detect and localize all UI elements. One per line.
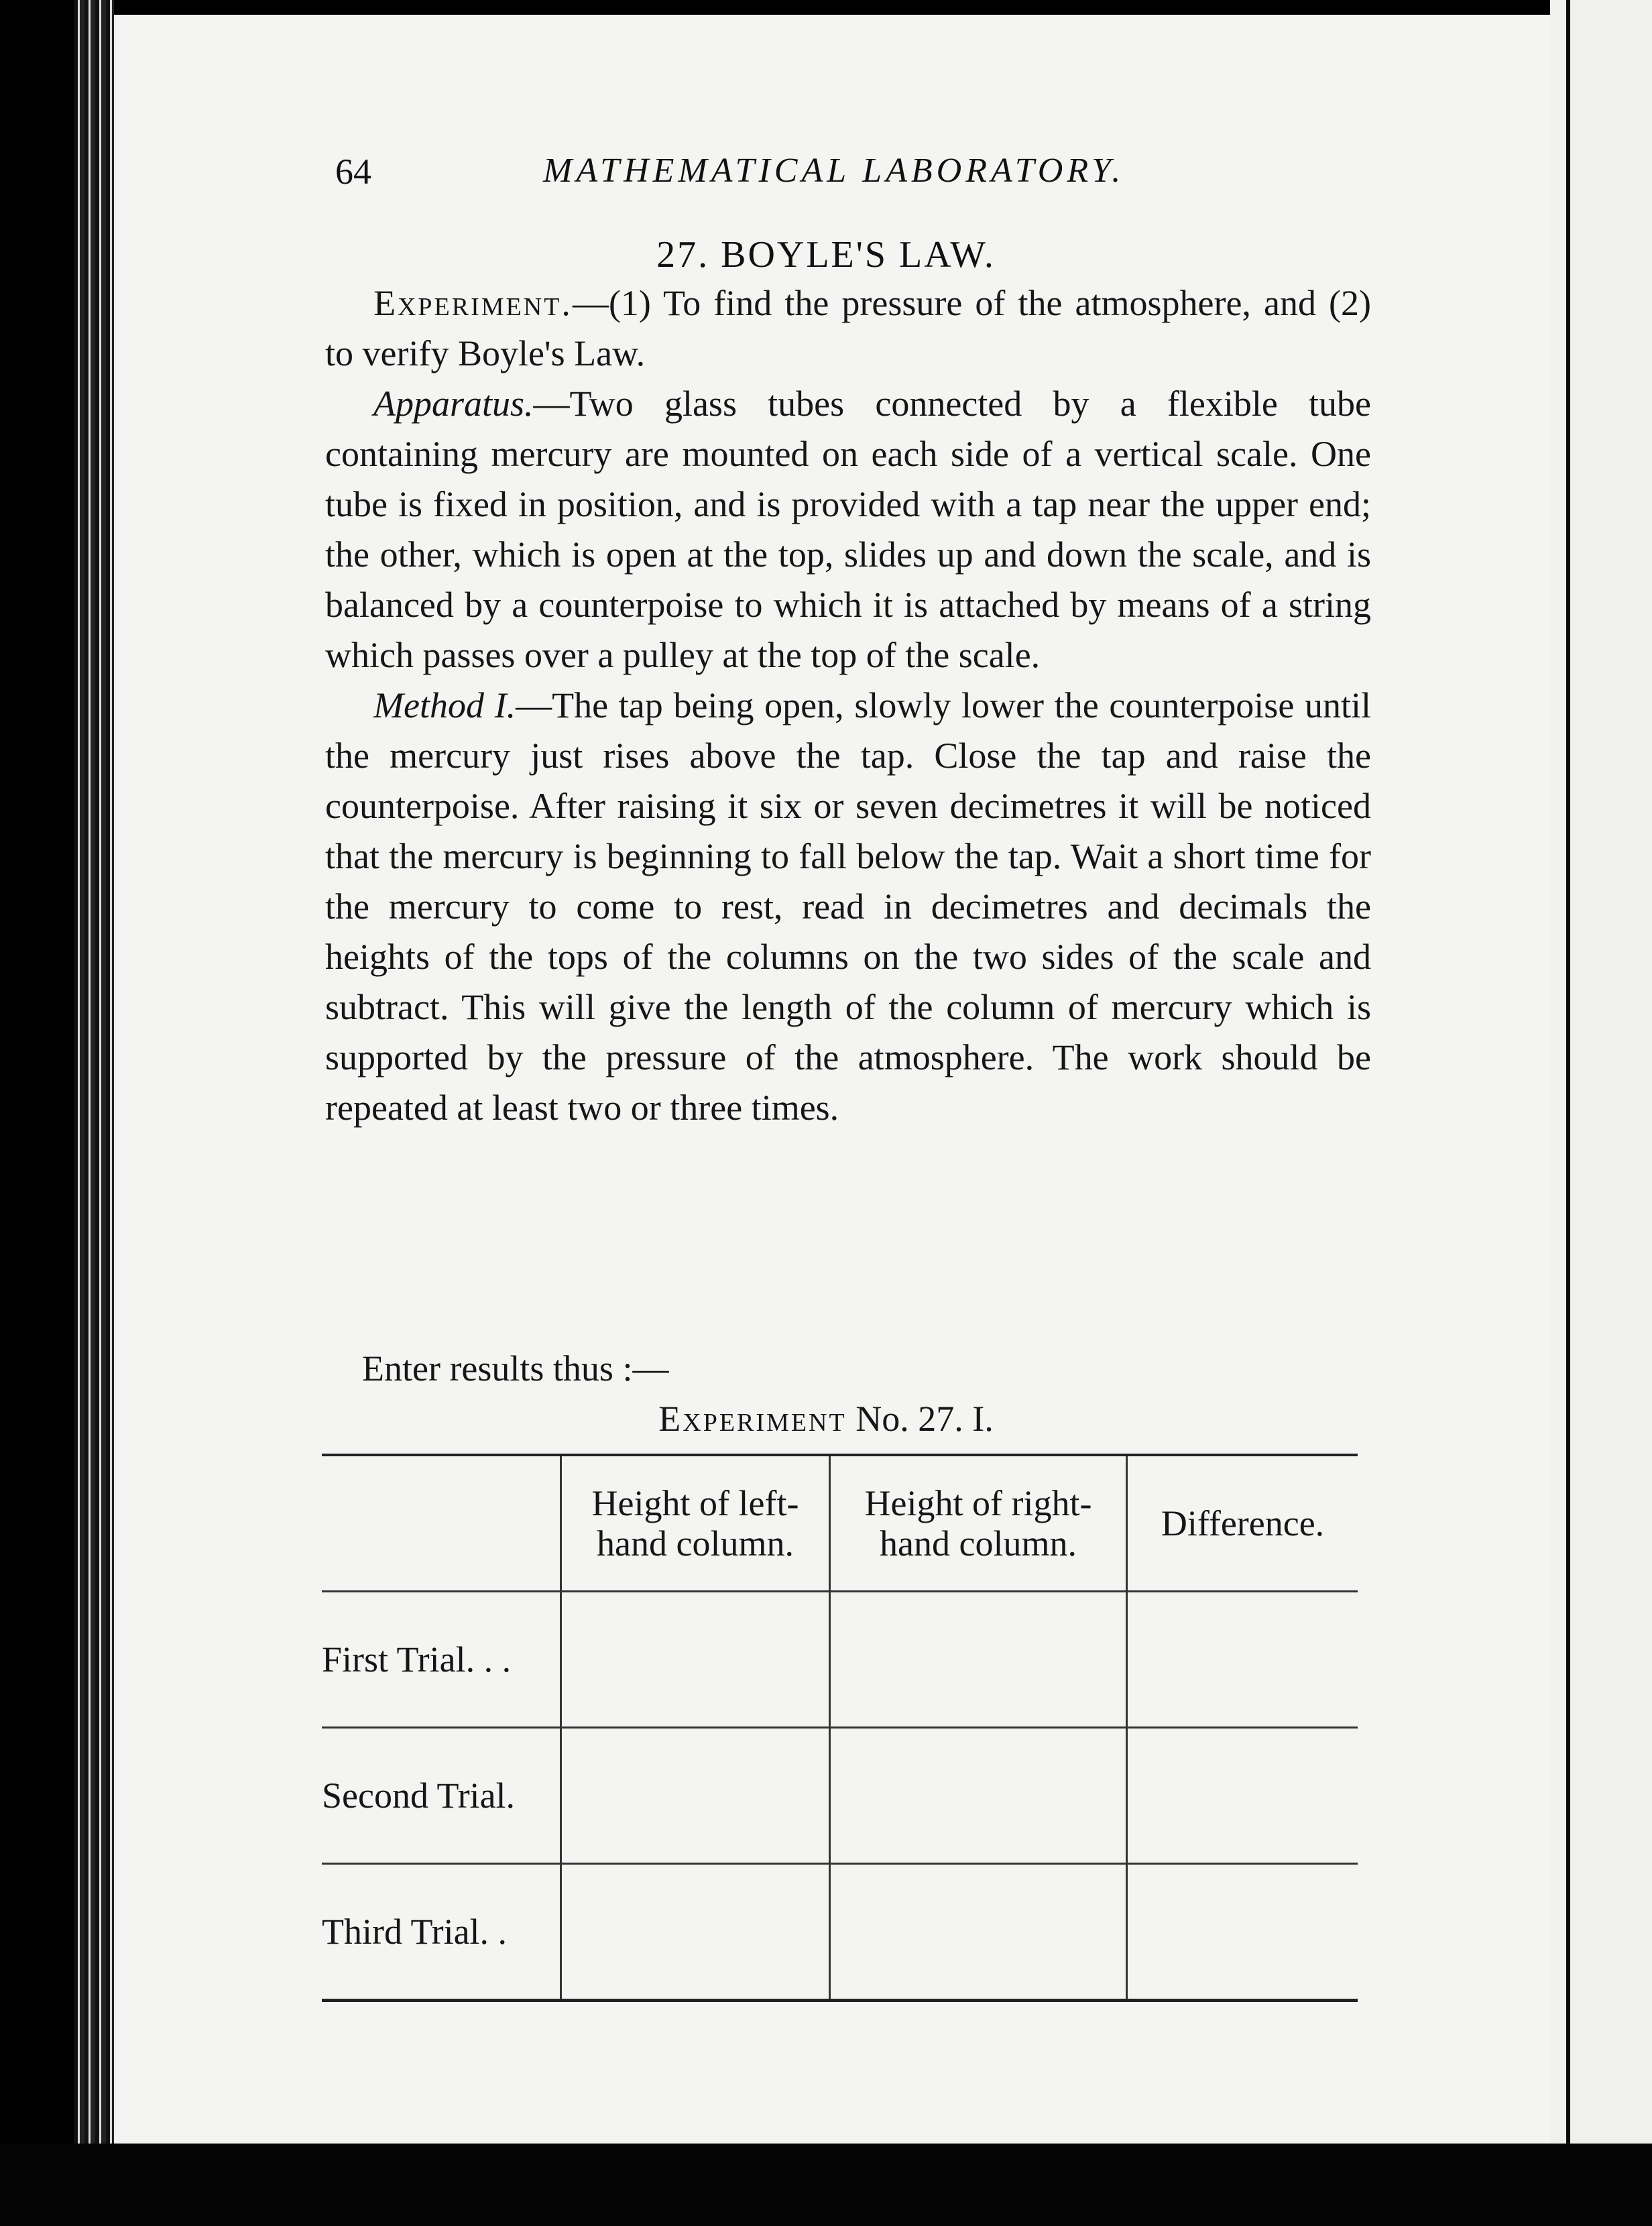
table-row (322, 1592, 1358, 1728)
facing-page-edge (1550, 0, 1652, 2226)
table-cell (830, 1864, 1127, 2001)
table-row (322, 1728, 1358, 1864)
table-header-row (322, 1455, 1358, 1592)
table-cell (561, 1864, 830, 2001)
table-header-right-column: Height of right-hand column. (830, 1455, 1127, 1592)
running-head (0, 151, 1652, 204)
table-cell (830, 1728, 1127, 1864)
apparatus-text: —Two glass tubes connected by a flexible tube containing mercury are mounted on each side of a vertical scale. One tube is fixed in position, and is provided with a tap near the upper end; the other, which is open at the top, slides up and down the scale, and is balanced by a counterpoise to which it is attached by means of a string which passes over a pulley at the top of the scale. (325, 384, 1371, 675)
experiment-text: —(1) To find the pressure of the atmosphere, and (2) to verify Boyle's Law. (325, 283, 1371, 373)
section-title: 27. BOYLE'S LAW. (656, 234, 996, 276)
book-spine-edge (74, 0, 114, 2172)
table-header-corner (322, 1455, 561, 1592)
running-title: MATHEMATICAL LABORATORY. (543, 152, 1125, 190)
table-cell (830, 1592, 1127, 1728)
method-paragraph (325, 681, 1371, 1133)
table-caption-label: Experiment (658, 1399, 847, 1439)
table-cell (561, 1592, 830, 1728)
row-label-second-trial: Second Trial. (322, 1728, 561, 1864)
table-header-left-column: Height of left-hand column. (561, 1455, 830, 1592)
table-cell (561, 1728, 830, 1864)
results-table (322, 1454, 1358, 2002)
table-cell (1127, 1864, 1358, 2001)
body-text (325, 278, 1371, 1133)
page-number: 64 (335, 152, 371, 192)
row-label-first-trial: First Trial. . . (322, 1592, 561, 1728)
experiment-label: Experiment. (373, 283, 573, 323)
table-header-difference: Difference. (1127, 1455, 1358, 1592)
table-caption-number: No. 27. I. (856, 1399, 994, 1439)
apparatus-label: Apparatus. (373, 384, 534, 424)
row-label-third-trial: Third Trial. . (322, 1912, 508, 1952)
table-cell (1127, 1592, 1358, 1728)
page-gutter-line (1566, 0, 1570, 2226)
table-row (322, 1864, 1358, 2001)
method-label: Method I. (373, 685, 516, 725)
table-cell (1127, 1728, 1358, 1864)
scan-border (0, 2144, 1652, 2226)
enter-results-line: Enter results thus :— (362, 1348, 669, 1389)
experiment-paragraph (325, 278, 1371, 379)
method-text: —The tap being open, slowly lower the counterpoise until the mercury just rises above the tap. Close the tap and raise the counterpoise. After raising it six or seven decimetres it will be noticed that the mercury is beginning to fall below the tap. Wait a short time for the mercury to come to rest, read in decimetres and decimals the heights of the tops of the columns on the two sides of the scale and subtract. This will give the length of the column of mercury which is supported by the pressure of the atmosphere. The work should be repeated at least two or three times. (325, 685, 1371, 1128)
apparatus-paragraph (325, 379, 1371, 681)
table-caption (0, 1398, 1652, 1440)
